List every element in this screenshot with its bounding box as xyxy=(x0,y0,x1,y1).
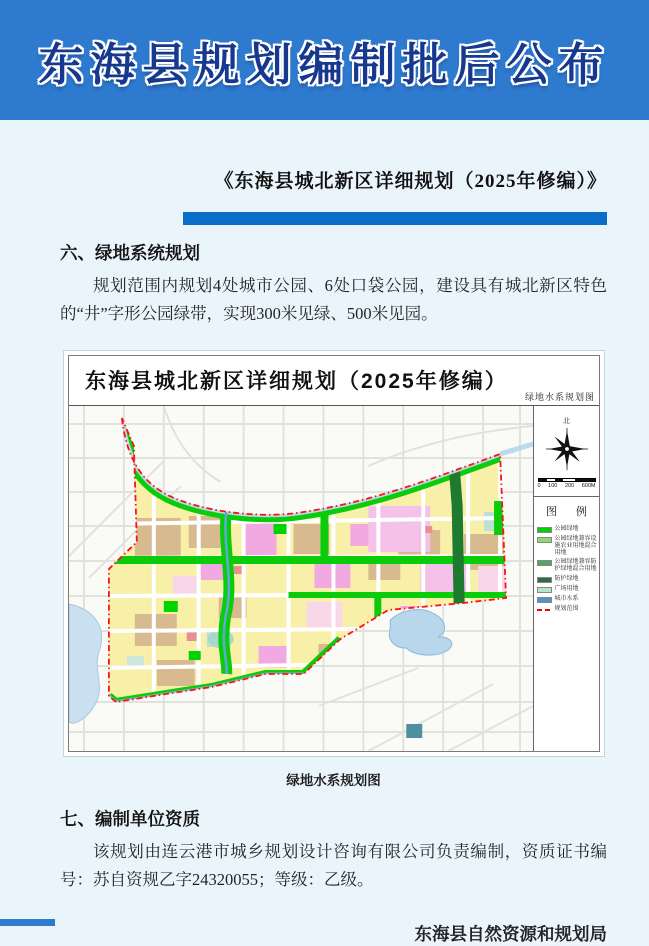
figure-title-row xyxy=(69,356,599,406)
document-body xyxy=(0,166,649,946)
scale-200: 200 xyxy=(564,482,575,489)
section6-paragraph: 规划范围内规划4处城市公园、6处口袋公园，建设具有城北新区特色的“井”字形公园绿带，实现300米见绿、500米见园。 xyxy=(60,276,607,324)
legend-swatch-plaza xyxy=(537,587,552,593)
legend-item: 公园绿地兼容设施农业用地混合用地 xyxy=(537,536,597,557)
legend-title: 图 例 xyxy=(545,505,596,518)
section6-heading: 六、绿地系统规划 xyxy=(60,243,200,263)
legend-swatch-park-agri-mixed xyxy=(537,537,552,543)
section7-paragraph: 该规划由连云港市城乡规划设计咨询有限公司负责编制，资质证书编号：苏自资规乙字24320055；等级：乙级。 xyxy=(60,841,607,890)
legend-item: 防护绿地 xyxy=(537,576,597,583)
page-header-banner xyxy=(0,0,649,120)
north-label: 北 xyxy=(563,417,570,425)
page-title: 东海县规划编制批后公布 xyxy=(38,37,611,91)
legend-swatch-protective-green xyxy=(537,577,552,583)
legend-item: 公园绿地 xyxy=(537,526,597,533)
legend-swatch-park-green xyxy=(537,527,552,533)
bottom-left-blue-bar xyxy=(0,919,55,926)
planning-map xyxy=(69,406,533,751)
legend-item: 城市水系 xyxy=(537,596,597,603)
legend-swatch-water xyxy=(537,597,552,603)
planning-map-svg xyxy=(69,406,533,751)
legend-item: 公园绿地兼容防护绿地混合用地 xyxy=(537,559,597,573)
legend-swatch-park-protective-mixed xyxy=(537,560,552,566)
legend-swatch-boundary xyxy=(537,609,552,611)
blue-divider-bar xyxy=(183,212,607,225)
plan-name-subtitle: 《东海县城北新区详细规划（2025年修编）》 xyxy=(214,171,607,192)
figure-frame xyxy=(68,355,600,752)
map-side-panel xyxy=(533,406,599,751)
section7-heading: 七、编制单位资质 xyxy=(60,808,200,829)
scale-600: 600M xyxy=(581,482,596,489)
plan-map-figure xyxy=(63,350,605,757)
reservoir-square xyxy=(406,724,422,738)
scale-0: 0 xyxy=(537,482,541,489)
figure-corner-label: 绿地水系规划图 xyxy=(524,391,595,402)
issuing-authority: 东海县自然资源和规划局 xyxy=(414,923,607,944)
legend-item: 规划范围 xyxy=(537,606,597,613)
legend-list xyxy=(537,526,597,616)
figure-title: 东海县城北新区详细规划（2025年修编） xyxy=(85,370,508,394)
scale-100: 100 xyxy=(548,482,558,489)
legend-item: 广场用地 xyxy=(537,586,597,593)
compass-rose-icon xyxy=(544,426,590,472)
figure-caption: 绿地水系规划图 xyxy=(286,772,381,788)
scale-bar xyxy=(538,478,596,489)
